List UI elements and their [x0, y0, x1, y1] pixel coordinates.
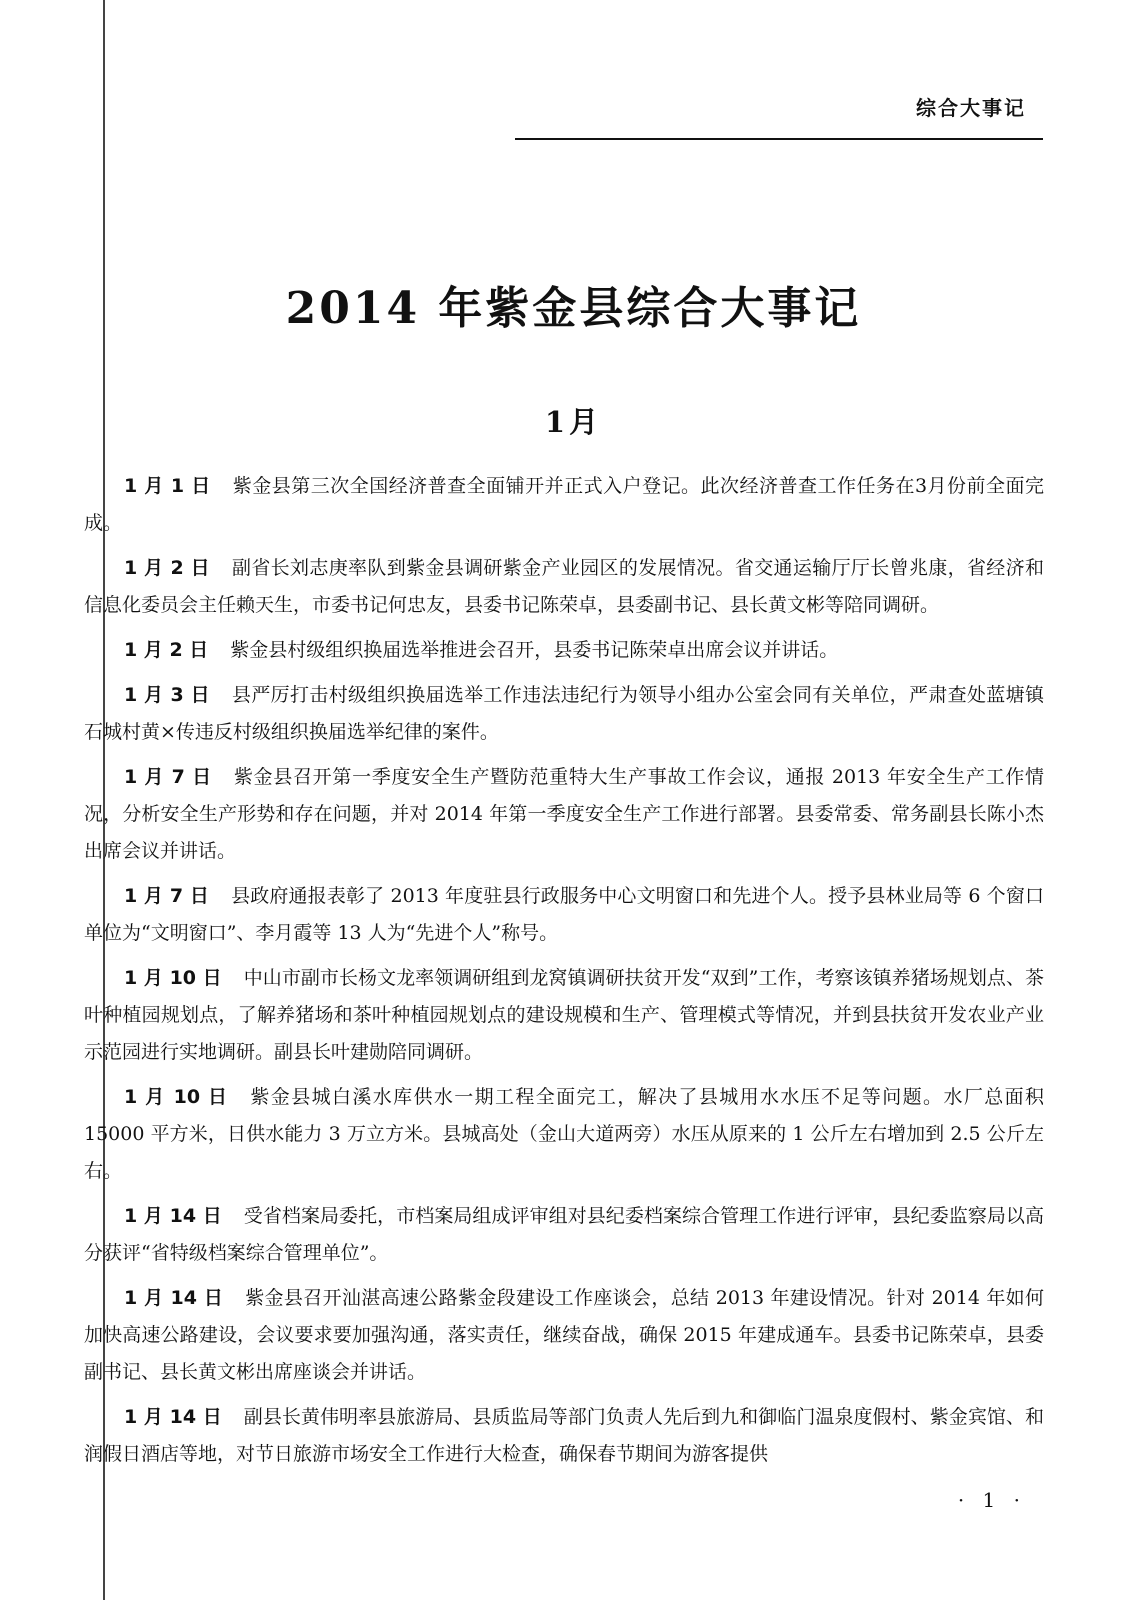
- event-text: 紫金县召开汕湛高速公路紫金段建设工作座谈会，总结 2013 年建设情况。针对 2014 年如何加快高速公路建设，会议要求要加强沟通，落实责任，继续奋战，确保 2015 年建成通车。县委书记陈荣卓，县委副书记、县长黄文彬出席座谈会并讲话。: [84, 1287, 1044, 1383]
- event-entry: [84, 759, 1044, 870]
- running-head: 综合大事记: [916, 96, 1026, 120]
- event-text: 中山市副市长杨文龙率领调研组到龙窝镇调研扶贫开发“双到”工作，考察该镇养猪场规划点、茶叶种植园规划点，了解养猪场和茶叶种植园规划点的建设规模和生产、管理模式等情况，并到县扶贫开发农业产业示范园进行实地调研。副县长叶建勋陪同调研。: [84, 967, 1044, 1063]
- event-text: 紫金县村级组织换届选举推进会召开，县委书记陈荣卓出席会议并讲话。: [230, 639, 839, 661]
- event-date: 1 月 14 日: [124, 1406, 222, 1428]
- event-entry: [84, 878, 1044, 952]
- event-date: 1 月 7 日: [124, 885, 210, 907]
- event-date: 1 月 10 日: [124, 967, 222, 989]
- event-date: 1 月 14 日: [124, 1287, 224, 1309]
- page-number: · 1 ·: [957, 1488, 1026, 1512]
- page-title: 2014 年紫金县综合大事记: [285, 283, 862, 334]
- event-date: 1 月 2 日: [124, 639, 209, 661]
- event-text: 副省长刘志庚率队到紫金县调研紫金产业园区的发展情况。省交通运输厅厅长曾兆康，省经济和信息化委员会主任赖天生，市委书记何忠友，县委书记陈荣卓，县委副书记、县长黄文彬等陪同调研。: [84, 557, 1044, 616]
- event-text: 紫金县城白溪水库供水一期工程全面完工，解决了县城用水水压不足等问题。水厂总面积 15000 平方米，日供水能力 3 万立方米。县城高处（金山大道两旁）水压从原来的 1 公斤左右增加到 2.5 公斤左右。: [84, 1086, 1044, 1182]
- event-entry: [84, 632, 1044, 669]
- event-date: 1 月 3 日: [124, 684, 210, 706]
- event-entry: [84, 1079, 1044, 1190]
- event-text: 紫金县召开第一季度安全生产暨防范重特大生产事故工作会议，通报 2013 年安全生产工作情况，分析安全生产形势和存在问题，并对 2014 年第一季度安全生产工作进行部署。县委常委、常务副县长陈小杰出席会议并讲话。: [84, 766, 1044, 862]
- event-date: 1 月 7 日: [124, 766, 212, 788]
- event-entry: [84, 550, 1044, 624]
- event-entry: [84, 960, 1044, 1071]
- month-heading: 1月: [544, 405, 603, 439]
- event-date: 1 月 14 日: [124, 1205, 222, 1227]
- event-date: 1 月 1 日: [124, 475, 211, 497]
- event-list: [84, 468, 1044, 1481]
- event-date: 1 月 10 日: [124, 1086, 229, 1108]
- event-text: 紫金县第三次全国经济普查全面铺开并正式入户登记。此次经济普查工作任务在3月份前全面完成。: [84, 475, 1044, 534]
- event-entry: [84, 1198, 1044, 1272]
- header-rule: [515, 138, 1043, 140]
- event-entry: [84, 677, 1044, 751]
- event-date: 1 月 2 日: [124, 557, 210, 579]
- event-entry: [84, 468, 1044, 542]
- event-entry: [84, 1399, 1044, 1473]
- event-text: 受省档案局委托，市档案局组成评审组对县纪委档案综合管理工作进行评审，县纪委监察局以高分获评“省特级档案综合管理单位”。: [84, 1205, 1044, 1264]
- event-text: 县政府通报表彰了 2013 年度驻县行政服务中心文明窗口和先进个人。授予县林业局等 6 个窗口单位为“文明窗口”、李月霞等 13 人为“先进个人”称号。: [84, 885, 1044, 944]
- event-text: 副县长黄伟明率县旅游局、县质监局等部门负责人先后到九和御临门温泉度假村、紫金宾馆、和润假日酒店等地，对节日旅游市场安全工作进行大检查，确保春节期间为游客提供: [84, 1406, 1044, 1465]
- event-text: 县严厉打击村级组织换届选举工作违法违纪行为领导小组办公室会同有关单位，严肃查处蓝塘镇石城村黄×传违反村级组织换届选举纪律的案件。: [84, 684, 1044, 743]
- event-entry: [84, 1280, 1044, 1391]
